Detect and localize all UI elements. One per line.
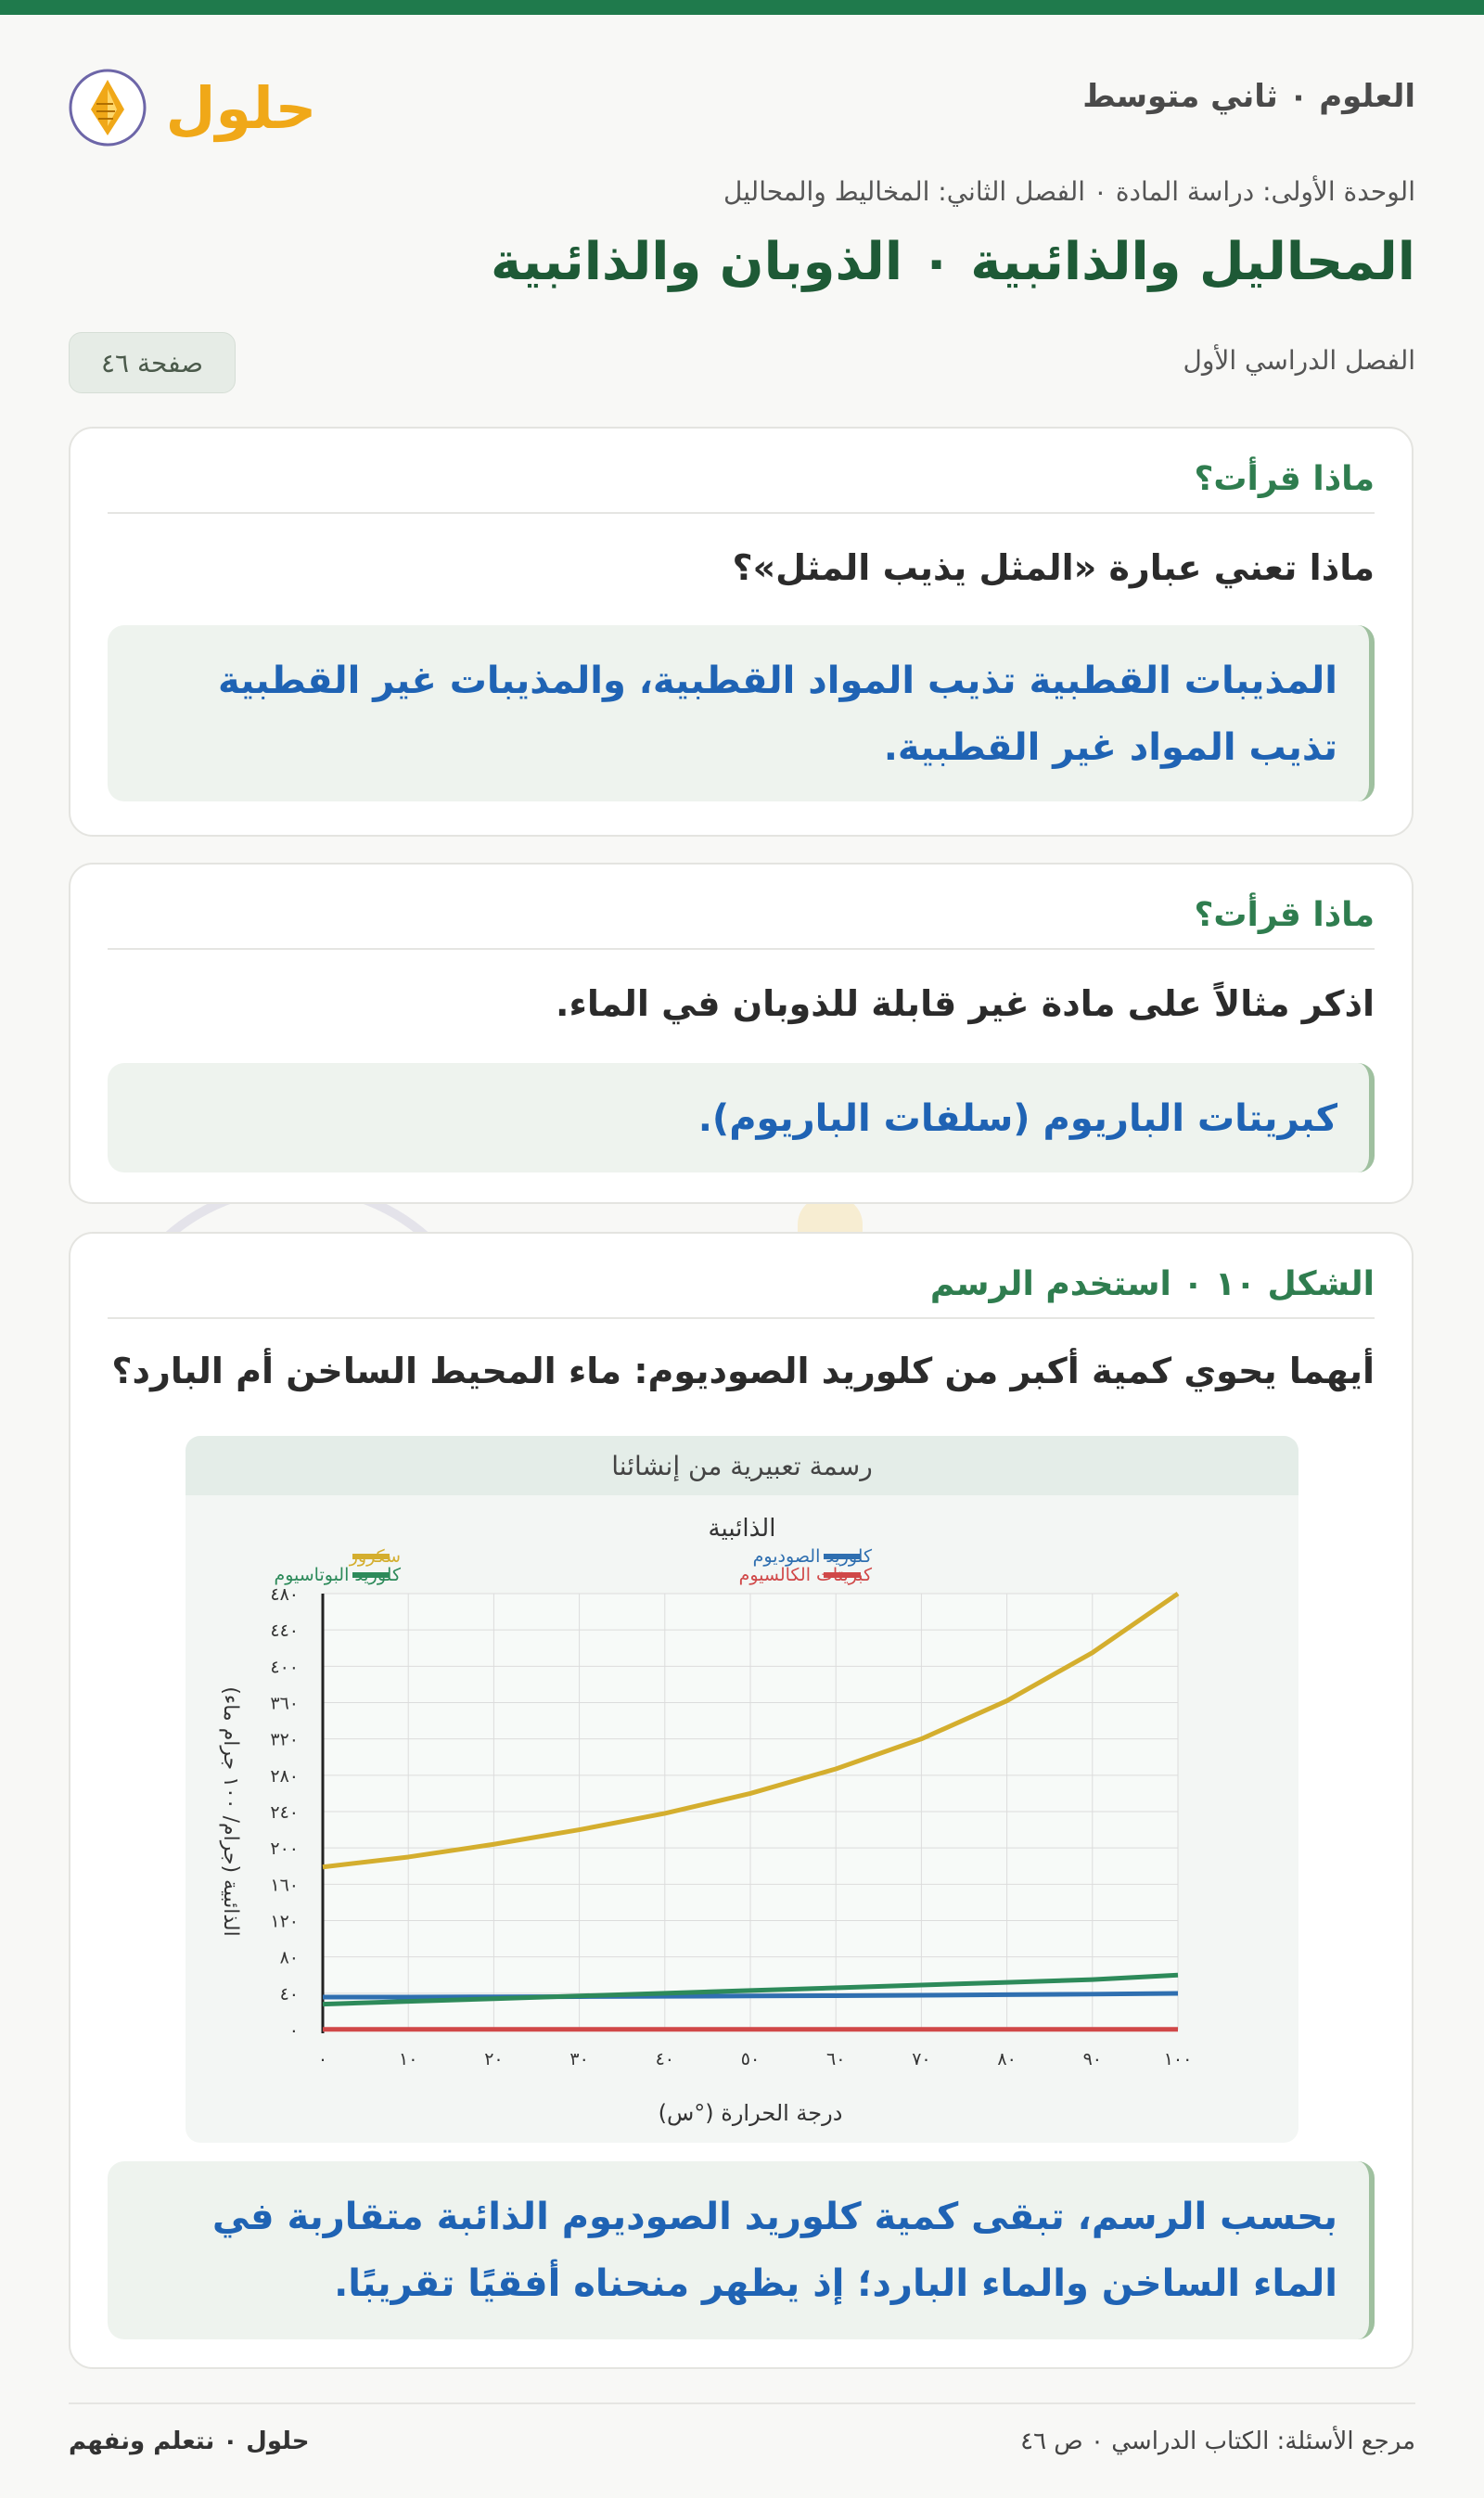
page-title: المحاليل والذائبية ٠ الذوبان والذائبية — [491, 232, 1415, 292]
card-header — [108, 1258, 1375, 1319]
legend-label: سكروز — [349, 1546, 401, 1567]
x-tick-label: ٠ — [317, 2049, 328, 2069]
x-tick-label: ٦٠ — [825, 2049, 846, 2069]
x-tick-label: ٢٠ — [484, 2049, 504, 2069]
top-accent-bar — [0, 0, 1484, 15]
question-text: ماذا تعني عبارة «المثل يذيب المثل»؟ — [732, 547, 1375, 588]
brand-logo[interactable] — [69, 59, 319, 152]
x-tick-label: ٨٠ — [997, 2049, 1017, 2069]
breadcrumb[interactable]: الوحدة الأولى: دراسة المادة ٠ الفصل الثاني: المخاليط والمحاليل — [723, 176, 1415, 207]
question-card-2 — [69, 863, 1414, 1204]
x-tick-label: ٤٠ — [655, 2049, 675, 2069]
y-tick-label: ٢٨٠ — [270, 1765, 299, 1787]
chart-title: الذائبية — [708, 1515, 776, 1543]
semester-label: الفصل الدراسي الأول — [1183, 345, 1415, 376]
x-axis-label: درجة الحرارة (°س) — [658, 2100, 843, 2126]
card-header — [108, 453, 1375, 514]
x-tick-label: ٥٠ — [740, 2049, 761, 2069]
answer-box: المذيبات القطبية تذيب المواد القطبية، والمذيبات غير القطبية تذيب المواد غير القطبية. — [108, 625, 1375, 801]
y-tick-label: ٤٠ — [279, 1983, 299, 2005]
legend-label: كبريتات الكالسيوم — [738, 1565, 872, 1585]
x-tick-label: ١٠ — [398, 2049, 418, 2069]
y-tick-label: ٣٢٠ — [270, 1729, 299, 1750]
question-text: أيهما يحوي كمية أكبر من كلوريد الصوديوم: ماء المحيط الساخن أم البارد؟ — [111, 1351, 1375, 1391]
y-tick-label: ٣٦٠ — [270, 1693, 299, 1714]
chart-caption: رسمة تعبيرية من إنشائنا — [186, 1436, 1298, 1495]
logo-wordmark: حلول — [165, 74, 317, 142]
question-text: اذكر مثالاً على مادة غير قابلة للذوبان في الماء. — [556, 983, 1375, 1024]
card-title: ماذا قرأت؟ — [1194, 896, 1375, 934]
x-tick-label: ٣٠ — [569, 2049, 589, 2069]
y-tick-label: ٠ — [288, 2020, 299, 2041]
question-card-1 — [69, 427, 1414, 837]
chart-container — [186, 1436, 1298, 2143]
x-tick-label: ١٠٠ — [1163, 2049, 1193, 2069]
y-axis-label: الذائبية (جرام/ ١٠٠ جرام ماء) — [219, 1686, 242, 1937]
footer-divider — [69, 2402, 1415, 2404]
legend-label: كلوريد البوتاسيوم — [274, 1565, 401, 1585]
footer-reference: مرجع الأسئلة: الكتاب الدراسي ٠ ص ٤٦ — [1020, 2428, 1415, 2455]
y-tick-label: ٨٠ — [279, 1947, 299, 1968]
answer-box: بحسب الرسم، تبقى كمية كلوريد الصوديوم الذائبة متقاربة في الماء الساخن والماء البارد؛ إذ يظهر منحناه أفقيًا تقريبًا. — [108, 2161, 1375, 2339]
x-tick-label: ٧٠ — [912, 2049, 931, 2069]
footer-brand: حلول ٠ نتعلم ونفهم — [69, 2428, 310, 2455]
x-tick-label: ٩٠ — [1082, 2049, 1103, 2069]
y-tick-label: ٤٠٠ — [270, 1657, 299, 1678]
page-header — [69, 59, 1415, 152]
y-tick-label: ١٦٠ — [270, 1875, 299, 1896]
y-tick-label: ٢٤٠ — [270, 1802, 299, 1823]
card-title: ماذا قرأت؟ — [1194, 460, 1375, 498]
subject-label: العلوم ٠ ثاني متوسط — [1082, 78, 1415, 115]
y-tick-label: ١٢٠ — [270, 1911, 299, 1932]
legend-label: كلوريد الصوديوم — [752, 1546, 872, 1567]
solubility-chart — [186, 1436, 1298, 2143]
page-number-badge: صفحة ٤٦ — [69, 332, 236, 393]
card-title: الشكل ١٠ ٠ استخدم الرسم — [929, 1265, 1375, 1303]
y-tick-label: ٤٤٠ — [270, 1620, 299, 1642]
y-tick-label: ٤٨٠ — [270, 1584, 299, 1605]
answer-box: كبريتات الباريوم (سلفات الباريوم). — [108, 1063, 1375, 1172]
y-tick-label: ٢٠٠ — [270, 1838, 299, 1860]
figure-card — [69, 1232, 1414, 2369]
card-header — [108, 889, 1375, 950]
